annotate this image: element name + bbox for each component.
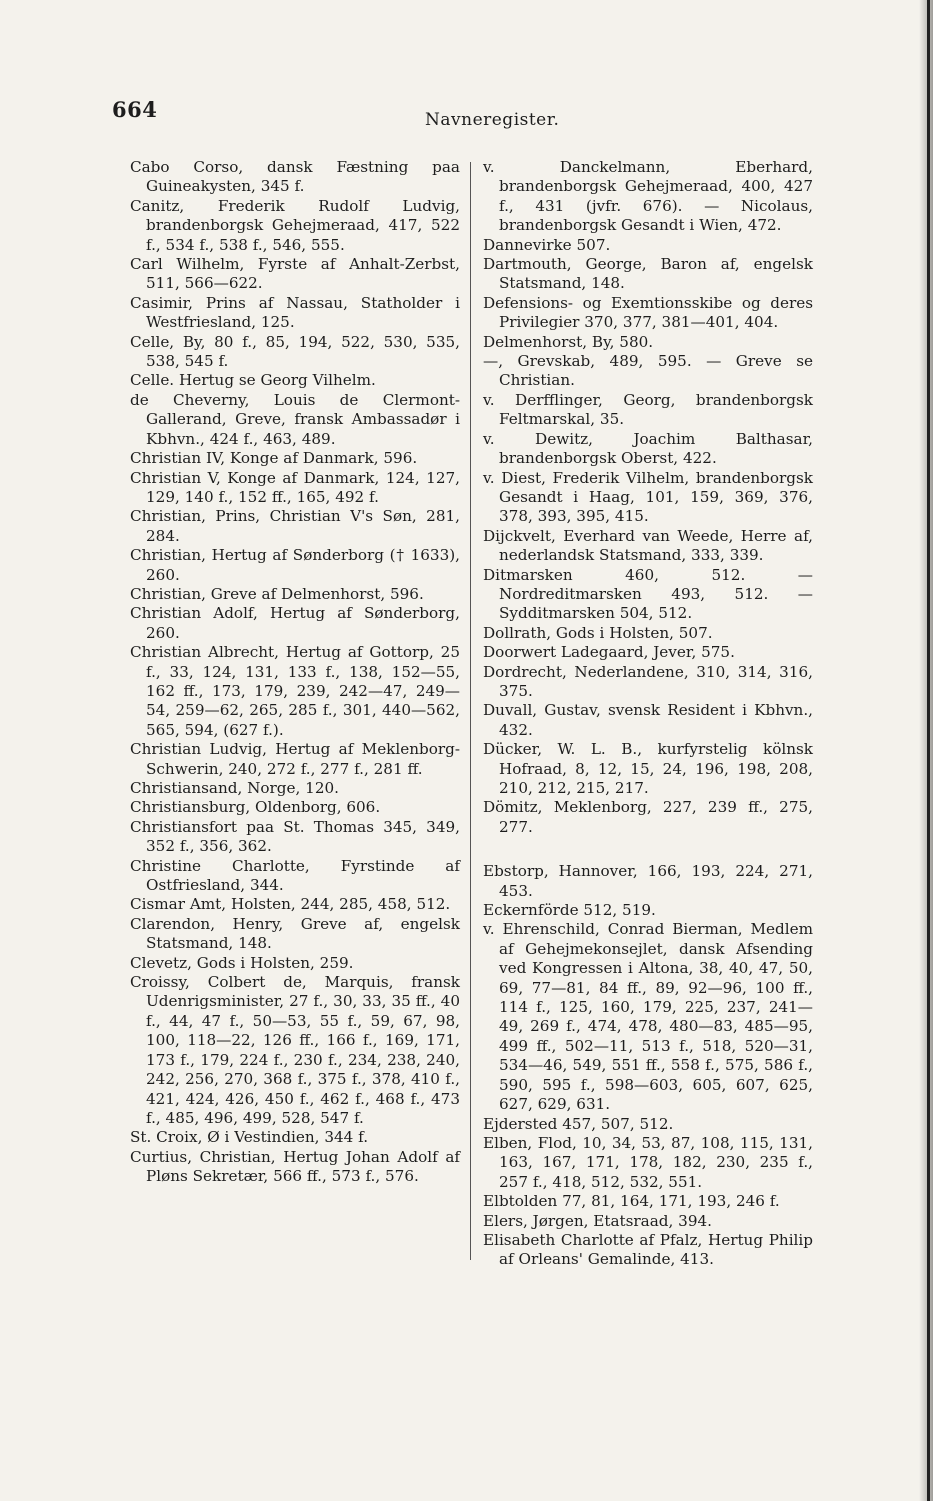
index-entry: —, Grevskab, 489, 595. — Greve se Christian. (483, 352, 813, 390)
index-entry: Dartmouth, George, Baron af, engelsk Statsmand, 148. (483, 255, 813, 293)
index-entry: Duvall, Gustav, svensk Resident i Kbhvn., 432. (483, 701, 813, 739)
index-entry: v. Diest, Frederik Vilhelm, brandenborgsk Gesandt i Haag, 101, 159, 369, 376, 378, 393, 395, 415. (483, 468, 813, 526)
index-entry: Celle. Hertug se Georg Vilhelm. (130, 371, 376, 390)
index-entry: Christiansand, Norge, 120. (130, 779, 339, 797)
index-entry: v. Danckelmann, Eberhard, brandenborgsk Gehejmeraad, 400, 427 f., 431 (jvfr. 676). — Nicolaus, brandenborgsk Gesandt i Wien, 472. (483, 158, 813, 235)
running-head: Navneregister. (425, 110, 560, 130)
page-edge (927, 0, 930, 1501)
index-column-left (130, 158, 460, 1187)
index-entry: Croissy, Colbert de, Marquis, fransk Udenrigsminister, 27 f., 30, 33, 35 ff., 40 f., 44, 47 f., 50—53, 55 f., 59, 67, 98, 100, 118—22, 126 ff., 166 f., 169, 171, 173 f., 179, 224 f., 230 f., 234, 238, 240, 242, 256, 270, 368 f., 375 f., 378, 410 f., 421, 424, 426, 450 f., 462 f., 468 f., 473 f., 485, 496, 499, 528, 547 f. (130, 973, 460, 1127)
index-entry: Christian Adolf, Hertug af Sønderborg, 260. (130, 604, 460, 642)
index-entry: Christian, Greve af Delmenhorst, 596. (130, 584, 424, 603)
page-number: 664 (112, 97, 158, 122)
index-entry: v. Derfflinger, Georg, brandenborgsk Feltmarskal, 35. (483, 390, 813, 429)
index-entry: Dollrath, Gods i Holsten, 507. (483, 623, 713, 642)
index-column-right (483, 158, 813, 1270)
index-entry: Elers, Jørgen, Etatsraad, 394. (483, 1211, 712, 1230)
index-entry: Ebstorp, Hannover, 166, 193, 224, 271, 453. (483, 862, 813, 900)
index-entry: Eckernförde 512, 519. (483, 901, 656, 920)
index-entry: Christian V, Konge af Danmark, 124, 127, 129, 140 f., 152 ff., 165, 492 f. (130, 468, 460, 506)
index-entry: Christian Albrecht, Hertug af Gottorp, 25 f., 33, 124, 131, 133 f., 138, 152—55, 162 ff., 173, 179, 239, 242—47, 249—54, 259—62, 265, 285 f., 301, 440—562, 565, 594, (627 f.). (130, 643, 460, 739)
index-entry: Elben, Flod, 10, 34, 53, 87, 108, 115, 131, 163, 167, 171, 178, 182, 230, 235 f., 257 f., 418, 512, 532, 551. (483, 1133, 813, 1191)
index-entry: St. Croix, Ø i Vestindien, 344 f. (130, 1128, 369, 1147)
index-entry: Christian, Hertug af Sønderborg († 1633), 260. (130, 546, 460, 584)
index-entry: Curtius, Christian, Hertug Johan Adolf af Pløns Sekretær, 566 ff., 573 f., 576. (130, 1147, 460, 1186)
index-entry: Christiansfort paa St. Thomas 345, 349, 352 f., 356, 362. (130, 817, 460, 856)
index-entry: Casimir, Prins af Nassau, Statholder i Westfriesland, 125. (130, 293, 460, 332)
index-entry: Dücker, W. L. B., kurfyrstelig kölnsk Hofraad, 8, 12, 15, 24, 196, 198, 208, 210, 212, 215, 217. (483, 740, 813, 797)
index-entry: Cismar Amt, Holsten, 244, 285, 458, 512. (130, 895, 451, 914)
index-entry: Christian, Prins, Christian V's Søn, 281, 284. (130, 507, 460, 545)
index-entry: Dijckvelt, Everhard van Weede, Herre af, nederlandsk Statsmand, 333, 339. (483, 526, 813, 565)
index-entry: de Cheverny, Louis de Clermont-Gallerand, Greve, fransk Ambassadør i Kbhvn., 424 f., 463, 489. (130, 390, 460, 448)
index-entry: Christian Ludvig, Hertug af Meklenborg-Schwerin, 240, 272 f., 277 f., 281 ff. (130, 740, 460, 778)
index-entry: Carl Wilhelm, Fyrste af Anhalt-Zerbst, 511, 566—622. (130, 255, 460, 293)
index-entry: Clarendon, Henry, Greve af, engelsk Statsmand, 148. (130, 914, 460, 953)
page-edge-shadow (919, 0, 933, 1501)
index-entry: Elbtolden 77, 81, 164, 171, 193, 246 f. (483, 1192, 780, 1211)
index-entry: Ditmarsken 460, 512. — Nordreditmarsken 493, 512. — Sydditmarsken 504, 512. (483, 565, 813, 623)
index-entry: v. Ehrenschild, Conrad Bierman, Medlem af Gehejmekonsejlet, dansk Afsending ved Kongressen i Altona, 38, 40, 47, 50, 69, 77—81, 84 ff., 89, 92—96, 100 ff., 114 f., 125, 160, 179, 225, 237, 241—49, 269 f., 474, 478, 480—83, 485—95, 499 ff., 502—11, 513 f., 518, 520—31, 534—46, 549, 551 ff., 558 f., 575, 586 f., 590, 595 f., 598—603, 605, 607, 625, 627, 629, 631. (483, 920, 813, 1114)
column-divider (470, 162, 471, 1260)
index-entry: Christian IV, Konge af Danmark, 596. (130, 449, 418, 468)
index-entry: v. Dewitz, Joachim Balthasar, brandenborgsk Oberst, 422. (483, 429, 813, 468)
index-entry: Christine Charlotte, Fyrstinde af Ostfriesland, 344. (130, 856, 460, 895)
index-entry: Christiansburg, Oldenborg, 606. (130, 798, 381, 817)
index-entry: Dannevirke 507. (483, 235, 611, 254)
index-entry: Clevetz, Gods i Holsten, 259. (130, 953, 354, 972)
index-entry: Ejdersted 457, 507, 512. (483, 1114, 674, 1133)
index-entry: Delmenhorst, By, 580. (483, 332, 654, 351)
index-entry: Elisabeth Charlotte af Pfalz, Hertug Philip af Orleans' Gemalinde, 413. (483, 1230, 813, 1269)
index-entry: Canitz, Frederik Rudolf Ludvig, brandenborgsk Gehejmeraad, 417, 522 f., 534 f., 538 f., 546, 555. (130, 196, 460, 254)
index-entry: Celle, By, 80 f., 85, 194, 522, 530, 535, 538, 545 f. (130, 332, 460, 371)
index-entry: Doorwert Ladegaard, Jever, 575. (483, 643, 735, 662)
index-entry: Dömitz, Meklenborg, 227, 239 ff., 275, 277. (483, 798, 813, 836)
index-entry: Cabo Corso, dansk Fæstning paa Guineakysten, 345 f. (130, 158, 460, 196)
index-entry: Dordrecht, Nederlandene, 310, 314, 316, 375. (483, 662, 813, 700)
index-entry: Defensions- og Exemtionsskibe og deres Privilegier 370, 377, 381—401, 404. (483, 293, 813, 332)
